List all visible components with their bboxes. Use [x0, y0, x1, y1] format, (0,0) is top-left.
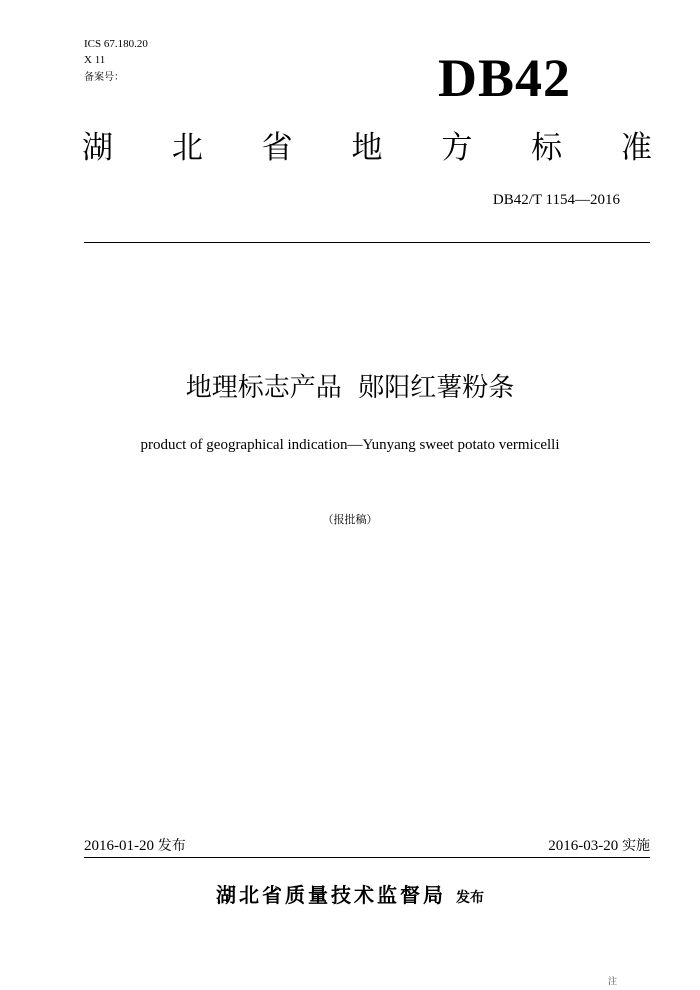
implementation-date: 2016-03-20 [548, 838, 619, 854]
standard-type-char: 地 [351, 130, 383, 166]
standard-type-char: 方 [441, 130, 473, 166]
classification-code: X 11 [84, 54, 106, 66]
standard-type-char: 准 [620, 130, 652, 166]
issue-date: 2016-01-20 [84, 838, 154, 854]
footnote-mark: 注 [608, 977, 618, 987]
standard-type-char: 省 [261, 130, 293, 166]
standard-code-logo: DB42 [438, 48, 572, 108]
top-divider [84, 242, 650, 243]
ics-code: ICS 67.180.20 [84, 38, 148, 50]
document-title-chinese: 地理标志产品 郧阳红薯粉条 [185, 373, 515, 403]
standard-type-heading [82, 126, 652, 170]
implementation-label: 实施 [622, 838, 650, 854]
issuer-suffix: 发布 [456, 890, 484, 906]
draft-status: （报批稿） [322, 513, 378, 526]
bottom-divider [84, 857, 650, 858]
issue-date-line [84, 836, 186, 856]
record-number-label: 备案号： [84, 72, 124, 83]
standard-type-char: 北 [171, 130, 203, 166]
implementation-date-line [548, 836, 650, 856]
standard-number: DB42/T 1154—2016 [492, 192, 620, 208]
standard-type-char: 湖 [82, 130, 113, 166]
issue-label: 发布 [157, 838, 186, 854]
issuer-name: 湖北省质量技术监督局 [216, 883, 446, 907]
document-title-english: product of geographical indication—Yunyang sweet potato vermicelli [140, 437, 560, 453]
issuer-line [0, 880, 700, 913]
standard-type-char: 标 [531, 130, 563, 166]
